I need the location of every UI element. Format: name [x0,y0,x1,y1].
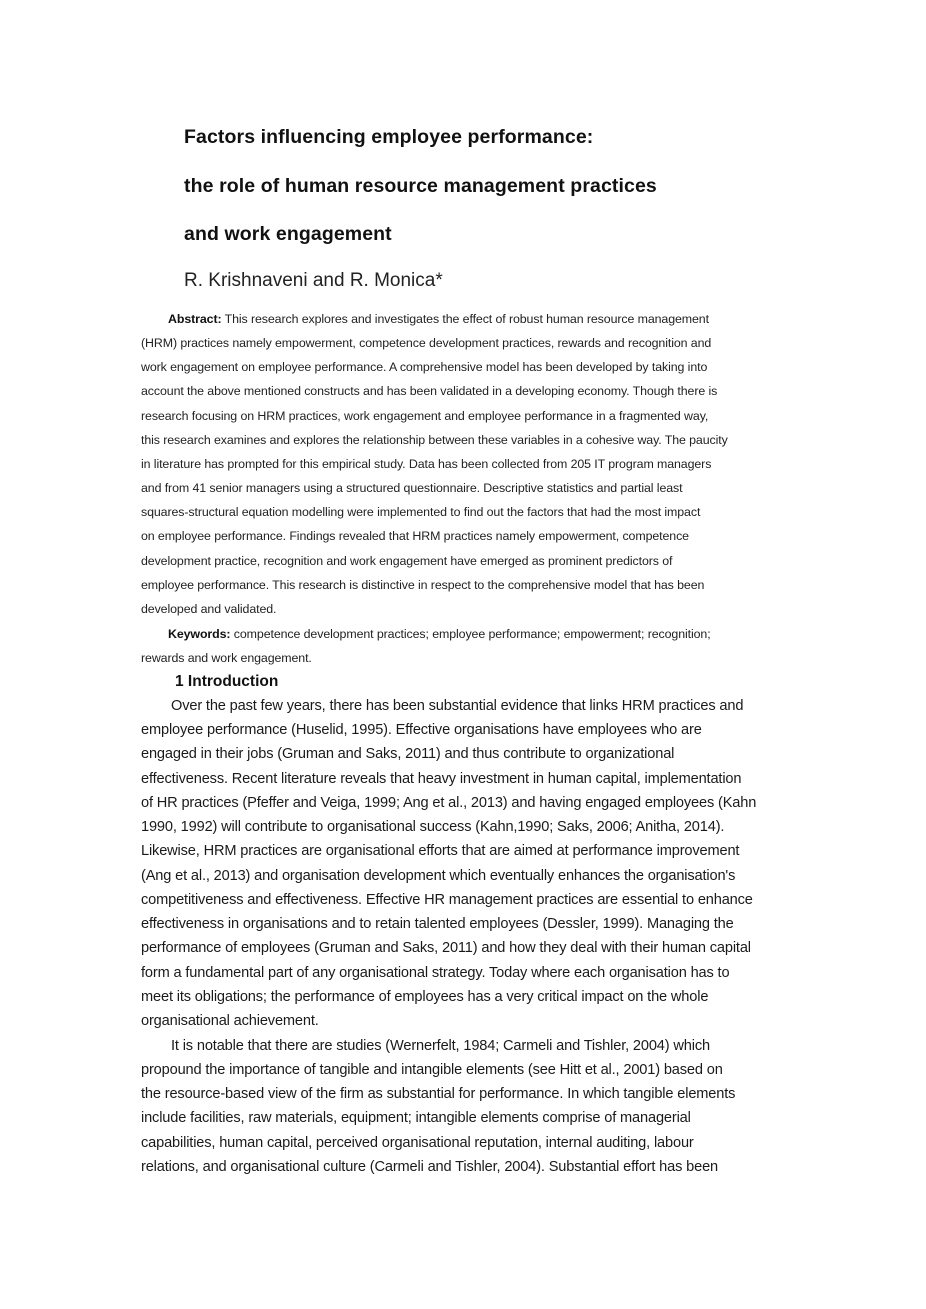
abstract-line: employee performance. This research is distinctive in respect to the comprehensive model that has been [141,578,705,592]
abstract-line: and from 41 senior managers using a structured questionnaire. Descriptive statistics and partial least [141,481,683,495]
body-text-line: organisational achievement. [141,1013,319,1029]
body-text-line: capabilities, human capital, perceived organisational reputation, internal auditing, labour [141,1135,694,1151]
body-text-line: of HR practices (Pfeffer and Veiga, 1999; Ang et al., 2013) and having engaged employees (Kahn [141,795,757,811]
body-text-line: the resource-based view of the firm as substantial for performance. In which tangible elements [141,1086,736,1102]
abstract-line: research focusing on HRM practices, work engagement and employee performance in a fragmented way, [141,409,709,423]
abstract-line: in literature has prompted for this empirical study. Data has been collected from 205 IT program managers [141,457,712,471]
body-text-line: competitiveness and effectiveness. Effective HR management practices are essential to enhance [141,892,753,908]
body-text-line: (Ang et al., 2013) and organisation development which eventually enhances the organisation's [141,868,736,884]
abstract-line: squares-structural equation modelling were implemented to find out the factors that had the most impact [141,505,701,519]
abstract-line: account the above mentioned constructs and has been validated in a developing economy. Though there is [141,384,718,398]
section-heading-introduction: 1 Introduction [175,673,279,690]
body-text-line: performance of employees (Gruman and Saks, 2011) and how they deal with their human capital [141,940,751,956]
abstract-line: this research examines and explores the relationship between these variables in a cohesive way. The paucity [141,433,728,447]
body-text-line: propound the importance of tangible and intangible elements (see Hitt et al., 2001) based on [141,1062,723,1078]
abstract-line: developed and validated. [141,602,277,616]
body-text-line: Likewise, HRM practices are organisational efforts that are aimed at performance improvement [141,843,740,859]
body-text-line: effectiveness in organisations and to retain talented employees (Dessler, 1999). Managing the [141,916,734,932]
abstract-line: development practice, recognition and work engagement have emerged as prominent predictors of [141,554,673,568]
body-text-line: effectiveness. Recent literature reveals that heavy investment in human capital, implementation [141,771,742,787]
abstract-line: work engagement on employee performance. A comprehensive model has been developed by taking into [141,360,708,374]
body-text-line: meet its obligations; the performance of employees has a very critical impact on the whole [141,989,709,1005]
body-text-line: relations, and organisational culture (Carmeli and Tishler, 2004). Substantial effort has been [141,1159,719,1175]
body-text-line: employee performance (Huselid, 1995). Effective organisations have employees who are [141,722,702,738]
paper-title-line-1: Factors influencing employee performance: [184,126,594,148]
paper-title-line-3: and work engagement [184,223,392,245]
paper-title-line-2: the role of human resource management practices [184,175,657,197]
paper-authors: R. Krishnaveni and R. Monica* [184,270,443,291]
keywords-line: Keywords: competence development practices; employee performance; empowerment; recognition; [168,627,711,641]
body-text-line: form a fundamental part of any organisational strategy. Today where each organisation has to [141,965,730,981]
abstract-line: on employee performance. Findings revealed that HRM practices namely empowerment, competence [141,529,689,543]
body-text-line: 1990, 1992) will contribute to organisational success (Kahn,1990; Saks, 2006; Anitha, 2014). [141,819,725,835]
abstract-line: (HRM) practices namely empowerment, competence development practices, rewards and recognition and [141,336,712,350]
abstract-line: Abstract: This research explores and investigates the effect of robust human resource management [168,312,709,326]
keywords-label: Keywords: [168,627,231,641]
body-text-line: include facilities, raw materials, equipment; intangible elements comprise of managerial [141,1110,691,1126]
body-text-line: Over the past few years, there has been substantial evidence that links HRM practices and [171,698,744,714]
abstract-label: Abstract: [168,312,222,326]
keywords-line: rewards and work engagement. [141,651,312,665]
body-text-line: It is notable that there are studies (Wernerfelt, 1984; Carmeli and Tishler, 2004) which [171,1038,710,1054]
body-text-line: engaged in their jobs (Gruman and Saks, 2011) and thus contribute to organizational [141,746,675,762]
